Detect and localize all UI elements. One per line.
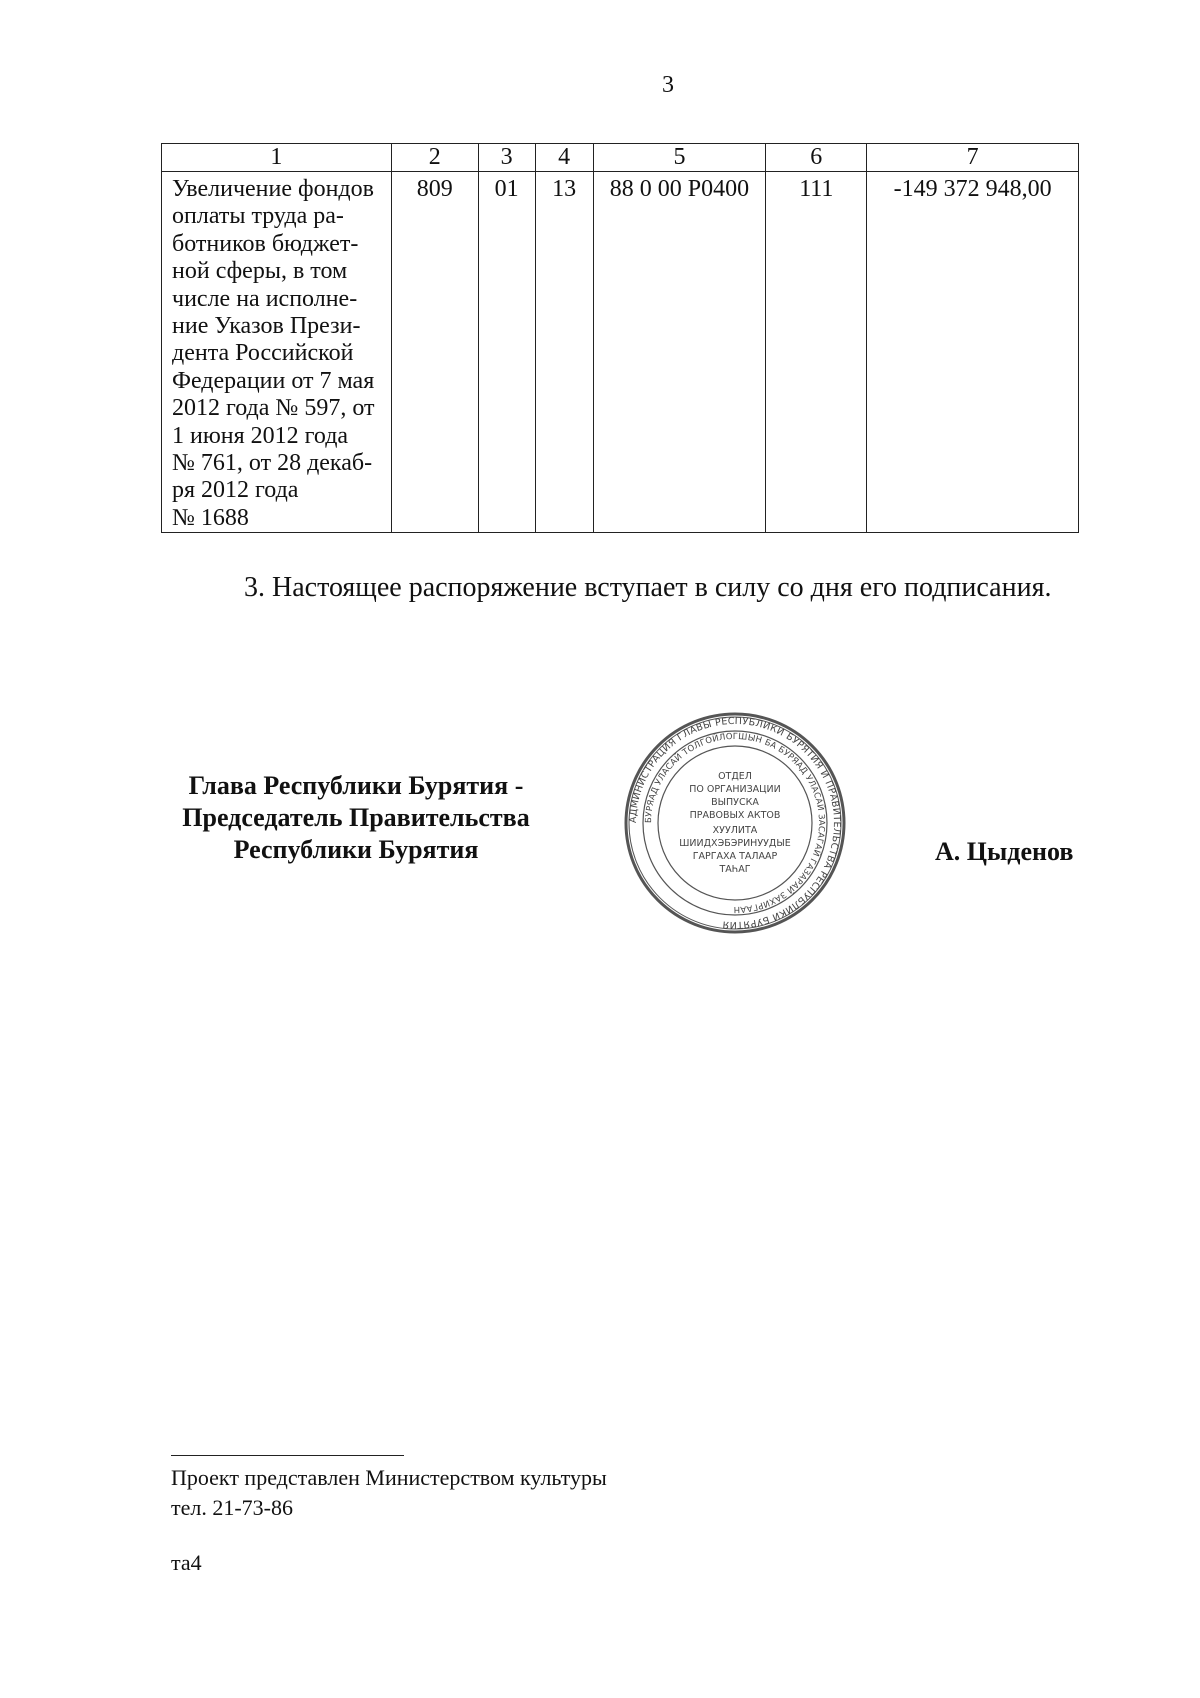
description-line: № 761, от 28 декаб- [172, 450, 373, 477]
budget-table [161, 143, 1079, 533]
seal-center-line: ПРАВОВЫХ АКТОВ [689, 810, 781, 821]
table-row [162, 172, 1079, 533]
description-line: ной сферы, в том [172, 258, 348, 285]
seal-center-line: ВЫПУСКА [711, 797, 759, 808]
table-header-row [162, 144, 1079, 172]
description-line: Увеличение фондов [172, 176, 374, 202]
cell-section: 01 [478, 172, 535, 533]
header-cell: 7 [867, 144, 1079, 172]
description-line: ботников бюджет- [172, 230, 359, 257]
header-cell: 1 [162, 144, 392, 172]
description-line: 2012 года № 597, от [172, 395, 375, 422]
item-3-text: 3. Настоящее распоряжение вступает в силу со дня его подписания. [244, 572, 1052, 603]
row-description [162, 172, 392, 533]
footnote-divider [171, 1455, 404, 1456]
cell-amount: -149 372 948,00 [867, 172, 1079, 533]
footnote [171, 1463, 607, 1523]
description-line: дента Российской [172, 340, 354, 367]
header-cell: 4 [535, 144, 593, 172]
signatory-name: А. Цыденов [935, 837, 1074, 866]
seal-center-line: ШИИДХЭБЭРИНУУДЫЕ [679, 838, 791, 849]
description-line: Федерации от 7 мая [172, 367, 375, 394]
description-line: ря 2012 года [172, 477, 299, 504]
header-cell: 5 [593, 144, 766, 172]
header-cell: 6 [766, 144, 867, 172]
seal-center-line: ПО ОРГАНИЗАЦИИ [689, 784, 781, 795]
seal-center-line: ТАҺАГ [719, 864, 751, 875]
description-line: 1 июня 2012 года [172, 422, 349, 449]
seal-center-line: ХУУЛИТА [712, 825, 758, 836]
description-line: оплаты труда ра- [172, 203, 344, 230]
description-line: № 1688 [172, 504, 249, 531]
footnote-submitter: Проект представлен Министерством культуры [171, 1465, 607, 1490]
header-cell: 2 [391, 144, 478, 172]
cell-target-article: 88 0 00 Р0400 [593, 172, 766, 533]
document-code: та4 [171, 1550, 202, 1575]
seal-center-line: ОТДЕЛ [718, 771, 752, 782]
signatory-title [150, 770, 562, 866]
description-line: ние Указов Прези- [172, 313, 361, 340]
cell-subsection: 13 [535, 172, 593, 533]
page-number: 3 [662, 72, 674, 98]
seal-outer-text: АДМИНИСТРАЦИЯ ГЛАВЫ РЕСПУБЛИКИ БУРЯТИЯ И ПРАВИТЕЛЬСТВА РЕСПУБЛИКИ БУРЯТИЯ [627, 715, 843, 931]
svg-text:БУРЯАД УЛАСАЙ ТОЛГОЙЛОГШЫН БА [644, 732, 827, 914]
description-line: числе на исполне- [172, 285, 358, 312]
signatory-title-line: Республики Бурятия [233, 835, 479, 864]
header-cell: 3 [478, 144, 535, 172]
seal-center-line: ГАРГАХА ТАЛААР [692, 851, 778, 862]
cell-expense-type: 111 [766, 172, 867, 533]
official-seal [624, 712, 846, 934]
seal-inner-text: БУРЯАД УЛАСАЙ ТОЛГОЙЛОГШЫН БА БУРЯАД УЛАСАЙ ЗАСАГАЙ ГАЗАРАЙ ЗАХИРГААН [643, 731, 827, 915]
footnote-phone: тел. 21-73-86 [171, 1495, 294, 1520]
cell-ministry-code: 809 [391, 172, 478, 533]
signatory-title-line: Глава Республики Бурятия - [188, 771, 524, 800]
signatory-title-line: Председатель Правительства [182, 803, 530, 832]
